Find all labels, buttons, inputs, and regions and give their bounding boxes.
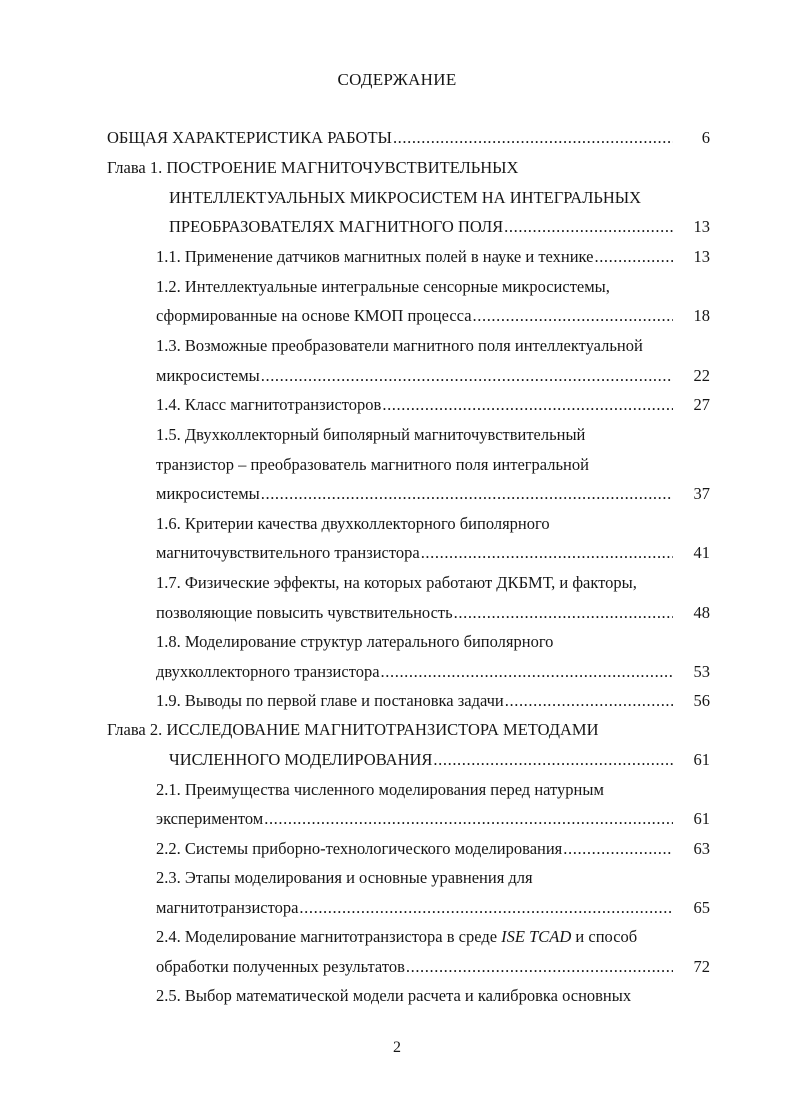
toc-page-number: 41 xyxy=(693,543,710,562)
toc-entry-general[interactable] xyxy=(107,128,673,148)
dot-leader xyxy=(381,662,673,682)
page-number: 2 xyxy=(393,1039,401,1056)
toc-section-1-9[interactable] xyxy=(156,691,673,711)
toc-page-number: 48 xyxy=(693,603,710,622)
toc-section-1-3-line-2[interactable] xyxy=(156,366,673,386)
toc-page-number: 56 xyxy=(693,691,710,710)
dot-leader xyxy=(261,484,673,504)
dot-leader xyxy=(261,366,673,386)
toc-section-1-6-line-2[interactable] xyxy=(156,543,673,563)
toc-section-2-1-line-1[interactable]: 2.1. Преимущества численного моделирования перед натурным xyxy=(156,780,604,799)
toc-page-number: 53 xyxy=(693,662,710,681)
toc-page-number: 37 xyxy=(693,484,710,503)
toc-entry-text: 1.4. Класс магнитотранзисторов xyxy=(156,395,382,414)
toc-section-2-1-line-2[interactable] xyxy=(156,809,673,829)
dot-leader xyxy=(382,395,673,415)
toc-entry-text: 1.1. Применение датчиков магнитных полей в науке и технике xyxy=(156,247,594,266)
dot-leader xyxy=(406,957,673,977)
dot-leader xyxy=(504,217,673,237)
toc-entry-text: ПРЕОБРАЗОВАТЕЛЯХ МАГНИТНОГО ПОЛЯ xyxy=(169,217,504,236)
toc-section-1-8-line-2[interactable] xyxy=(156,662,673,682)
toc-page-number: 65 xyxy=(693,898,710,917)
toc-entry-text: магниточувствительного транзистора xyxy=(156,543,420,562)
toc-section-1-5-line-3[interactable] xyxy=(156,484,673,504)
dot-leader xyxy=(563,839,673,859)
toc-section-1-3-line-1[interactable]: 1.3. Возможные преобразователи магнитного поля интеллектуальной xyxy=(156,336,643,355)
toc-entry-text: 1.9. Выводы по первой главе и постановка задачи xyxy=(156,691,504,710)
toc-section-2-3-line-1[interactable]: 2.3. Этапы моделирования и основные уравнения для xyxy=(156,868,533,887)
toc-entry-text: позволяющие повысить чувствительность xyxy=(156,603,453,622)
toc-entry-text: двухколлекторного транзистора xyxy=(156,662,380,681)
dot-leader xyxy=(393,128,673,148)
toc-section-1-2-line-1[interactable]: 1.2. Интеллектуальные интегральные сенсорные микросистемы, xyxy=(156,277,610,296)
toc-title: СОДЕРЖАНИЕ xyxy=(337,70,457,89)
toc-section-1-5-line-1[interactable]: 1.5. Двухколлекторный биполярный магниточувствительный xyxy=(156,425,586,444)
toc-entry-text: микросистемы xyxy=(156,484,260,503)
toc-chapter-2-line-2[interactable] xyxy=(169,750,673,770)
toc-page-number: 22 xyxy=(693,366,710,385)
toc-section-1-6-line-1[interactable]: 1.6. Критерии качества двухколлекторного биполярного xyxy=(156,514,550,533)
toc-section-2-4-line-1[interactable] xyxy=(156,927,637,947)
toc-page-number: 27 xyxy=(693,395,710,414)
toc-section-1-5-line-2[interactable]: транзистор – преобразователь магнитного поля интегральной xyxy=(156,455,589,474)
toc-entry-text: обработки полученных результатов xyxy=(156,957,405,976)
toc-section-2-5-line-1[interactable]: 2.5. Выбор математической модели расчета и калибровка основных xyxy=(156,986,632,1005)
toc-entry-text: микросистемы xyxy=(156,366,260,385)
toc-entry-text: ОБЩАЯ ХАРАКТЕРИСТИКА РАБОТЫ xyxy=(107,128,392,147)
toc-page-number: 72 xyxy=(693,957,710,976)
dot-leader xyxy=(299,898,673,918)
toc-chapter-2-line-1[interactable]: Глава 2. ИССЛЕДОВАНИЕ МАГНИТОТРАНЗИСТОРА МЕТОДАМИ xyxy=(107,720,599,739)
toc-section-1-1[interactable] xyxy=(156,247,673,267)
toc-chapter-1-line-2[interactable]: ИНТЕЛЛЕКТУАЛЬНЫХ МИКРОСИСТЕМ НА ИНТЕГРАЛЬНЫХ xyxy=(169,188,642,207)
toc-section-2-3-line-2[interactable] xyxy=(156,898,673,918)
dot-leader xyxy=(433,750,673,770)
toc-page-number: 61 xyxy=(693,750,710,769)
toc-entry-text: и способ xyxy=(571,927,638,946)
toc-entry-text: 2.2. Системы приборно-технологического моделирования xyxy=(156,839,563,858)
toc-section-2-4-line-2[interactable] xyxy=(156,957,673,977)
software-name: ISE TCAD xyxy=(501,927,572,946)
toc-section-1-7-line-2[interactable] xyxy=(156,603,673,623)
toc-page-number: 13 xyxy=(693,217,710,236)
toc-entry-text: ЧИСЛЕННОГО МОДЕЛИРОВАНИЯ xyxy=(169,750,433,769)
dot-leader xyxy=(454,603,673,623)
dot-leader xyxy=(594,247,673,267)
toc-page-number: 63 xyxy=(693,839,710,858)
toc-page-number: 18 xyxy=(693,306,710,325)
toc-section-1-4[interactable] xyxy=(156,395,673,415)
toc-section-1-8-line-1[interactable]: 1.8. Моделирование структур латерального биполярного xyxy=(156,632,554,651)
toc-page-number: 6 xyxy=(701,128,710,147)
toc-chapter-1-line-3[interactable] xyxy=(169,217,673,237)
toc-page-number: 61 xyxy=(693,809,710,828)
toc-entry-text: сформированные на основе КМОП процесса xyxy=(156,306,472,325)
toc-entry-text: магнитотранзистора xyxy=(156,898,299,917)
dot-leader xyxy=(505,691,673,711)
toc-section-2-2[interactable] xyxy=(156,839,673,859)
dot-leader xyxy=(264,809,673,829)
dot-leader xyxy=(421,543,673,563)
dot-leader xyxy=(473,306,673,326)
toc-page-number: 13 xyxy=(693,247,710,266)
toc-entry-text: экспериментом xyxy=(156,809,264,828)
toc-section-1-2-line-2[interactable] xyxy=(156,306,673,326)
toc-section-1-7-line-1[interactable]: 1.7. Физические эффекты, на которых работают ДКБМТ, и факторы, xyxy=(156,573,637,592)
toc-entry-text: 2.4. Моделирование магнитотранзистора в среде xyxy=(156,927,502,946)
toc-chapter-1-line-1[interactable]: Глава 1. ПОСТРОЕНИЕ МАГНИТОЧУВСТВИТЕЛЬНЫХ xyxy=(107,158,519,177)
